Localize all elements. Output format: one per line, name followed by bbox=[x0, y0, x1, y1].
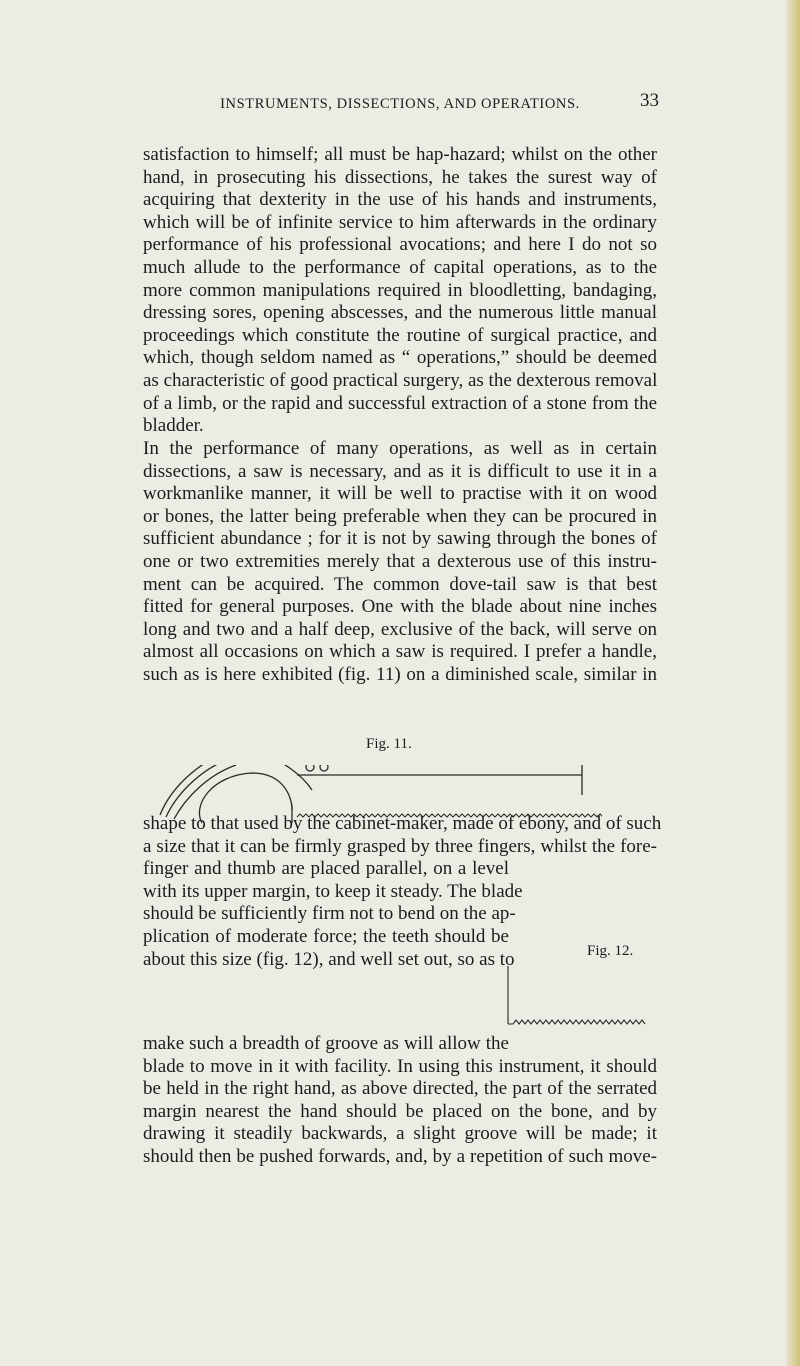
paragraph-3 bbox=[143, 813, 662, 971]
text-line: proceedings which constitute the routine of surgical practice, and bbox=[143, 324, 657, 346]
text-line: blade to move in it with facility. In using this instrument, it should bbox=[143, 1055, 657, 1077]
text-line: a size that it can be firmly grasped by three fingers, whilst the fore- bbox=[143, 835, 657, 857]
text-line: almost all occasions on which a saw is required. I prefer a handle, bbox=[143, 641, 657, 663]
text-line: acquiring that dexterity in the use of his hands and instruments, bbox=[143, 189, 657, 211]
paragraph-4 bbox=[143, 1033, 657, 1169]
text-line: more common manipulations required in bloodletting, bandaging, bbox=[143, 279, 657, 301]
text-line: as characteristic of good practical surgery, as the dexterous removal bbox=[143, 369, 658, 391]
paragraph-2 bbox=[143, 438, 657, 687]
text-line: In the performance of many operations, as well as in certain bbox=[143, 438, 657, 459]
text-line: sufficient abundance ; for it is not by sawing through the bones of bbox=[143, 528, 657, 550]
figure-12-caption: Fig. 12. bbox=[587, 943, 634, 959]
text-line: be held in the right hand, as above directed, the part of the serrated bbox=[143, 1078, 657, 1100]
text-line: shape to that used by the cabinet-maker, made of ebony, and of such bbox=[143, 813, 662, 834]
paragraph-1 bbox=[143, 144, 657, 438]
text-line: or bones, the latter being preferable when they can be procured in bbox=[143, 505, 657, 527]
saw-teeth-illustration bbox=[505, 958, 655, 1028]
text-line: dissections, a saw is necessary, and as it is difficult to use it in a bbox=[143, 460, 657, 482]
figure-11-caption: Fig. 11. bbox=[366, 736, 412, 752]
page-edge bbox=[786, 0, 800, 1366]
text-line: bladder. bbox=[143, 415, 204, 437]
text-line: hand, in prosecuting his dissections, he takes the surest way of bbox=[143, 166, 657, 188]
page-number: 33 bbox=[640, 90, 659, 111]
text-line: of a limb, or the rapid and successful extraction of a stone from the bbox=[143, 392, 657, 414]
text-line: about this size (fig. 12), and well set out, so as to bbox=[143, 948, 515, 970]
text-line: fitted for general purposes. One with the blade about nine inches bbox=[143, 596, 657, 618]
text-line: finger and thumb are placed parallel, on a level bbox=[143, 858, 509, 880]
text-line: should then be pushed forwards, and, by a repetition of such move- bbox=[143, 1145, 657, 1167]
text-line: performance of his professional avocations; and here I do not so bbox=[143, 234, 657, 256]
text-line: dressing sores, opening abscesses, and the numerous little manual bbox=[143, 302, 657, 324]
text-line: margin nearest the hand should be placed on the bone, and by bbox=[143, 1100, 657, 1122]
text-line: ment can be acquired. The common dove-tail saw is that best bbox=[143, 573, 657, 595]
text-line: satisfaction to himself; all must be hap-hazard; whilst on the other bbox=[143, 144, 657, 165]
running-title: INSTRUMENTS, DISSECTIONS, AND OPERATIONS. bbox=[220, 96, 580, 112]
text-line: workmanlike manner, it will be well to practise with it on wood bbox=[143, 483, 657, 505]
text-line: much allude to the performance of capital operations, as to the bbox=[143, 256, 657, 278]
text-line: such as is here exhibited (fig. 11) on a diminished scale, similar in bbox=[143, 663, 657, 685]
text-line: which, though seldom named as “ operations,” should be deemed bbox=[143, 347, 657, 369]
text-line: should be sufficiently firm not to bend on the ap- bbox=[143, 903, 516, 925]
text-line: make such a breadth of groove as will allow the bbox=[143, 1033, 509, 1054]
text-line: with its upper margin, to keep it steady. The blade bbox=[143, 880, 523, 902]
text-line: plication of moderate force; the teeth should be bbox=[143, 925, 509, 947]
text-line: one or two extremities merely that a dexterous use of this instru- bbox=[143, 550, 657, 572]
text-line: long and two and a half deep, exclusive of the back, will serve on bbox=[143, 618, 657, 640]
text-line: which will be of infinite service to him afterwards in the ordinary bbox=[143, 211, 657, 233]
text-line: drawing it steadily backwards, a slight groove will be made; it bbox=[143, 1123, 657, 1145]
